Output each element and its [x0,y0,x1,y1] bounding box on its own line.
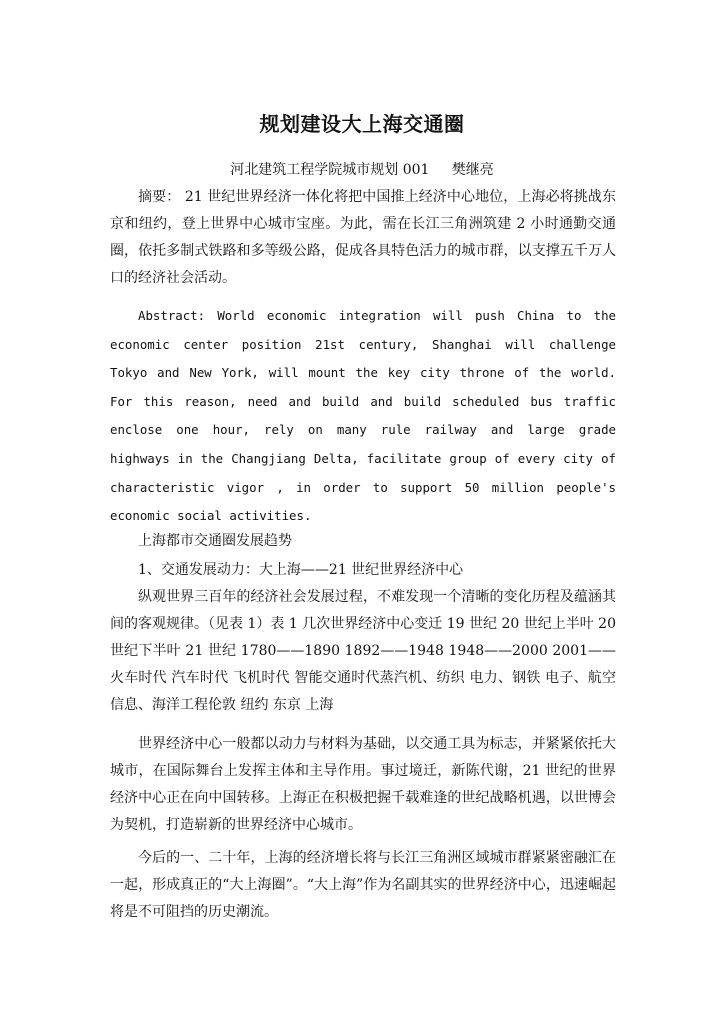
body-paragraph: 世界经济中心一般都以动力与材料为基础，以交通工具为标志，并紧紧依托大城市，在国际舞台上发挥主体和主导作用。事过境迁，新陈代谢，21 世纪的世界经济中心正在向中国转移。上海正在积极把握千载难逢的世纪战略机遇，以世博会为契机，打造崭新的世界经济中心城市。 [110,736,616,833]
abstract-chinese: 摘要： 21 世纪世界经济一体化将把中国推上经济中心地位，上海必将挑战东京和纽约，登上世界中心城市宝座。为此，需在长江三角洲筑建 2 小时通勤交通圈，依托多制式铁路和多等级公路，促成各具特色活力的城市群，以支撑五千万人口的经济社会活动。 [110,189,616,286]
body-paragraph: 今后的一、二十年，上海的经济增长将与长江三角洲区域城市群紧紧密融汇在一起，形成真正的“大上海圈”。“大上海”作为名副其实的世界经济中心，迅速崛起将是不可阻挡的历史潮流。 [110,850,616,920]
body-paragraph: 纵观世界三百年的经济社会发展过程，不难发现一个清晰的变化历程及蕴涵其间的客观规律。（见表 1）表 1 几次世界经济中心变迁 19 世纪 20 世纪上半叶 20 世纪下半叶 21 世纪 1780——1890 1892——1948 1948——2000 2001—— 火车时代 汽车时代 飞机时代 智能交通时代蒸汽机、纺织 电力、钢铁 电子、航空 信息、海洋工程伦敦 纽约 东京 上海 [110,589,616,713]
subsection-heading: 1、交通发展动力：大上海——21 世纪世界经济中心 [138,562,464,578]
author-line: 河北建筑工程学院城市规划 001 樊继亮 [230,162,494,178]
abstract-english: Abstract: World economic integration will push China to the economic center position 21st century, Shanghai will challenge Tokyo and New York, will mount the key city throne of the world. For this reason, need and build and build scheduled bus traffic enclose one hour, rely on many rule railway and large grade highways in the Changjiang Delta, facilitate group of every city of characteristic vigor , in order to support 50 million people's economic social activities. [110,308,616,524]
section-heading: 上海都市交通圈发展趋势 [138,533,292,549]
document-title: 规划建设大上海交通圈 [259,112,465,136]
